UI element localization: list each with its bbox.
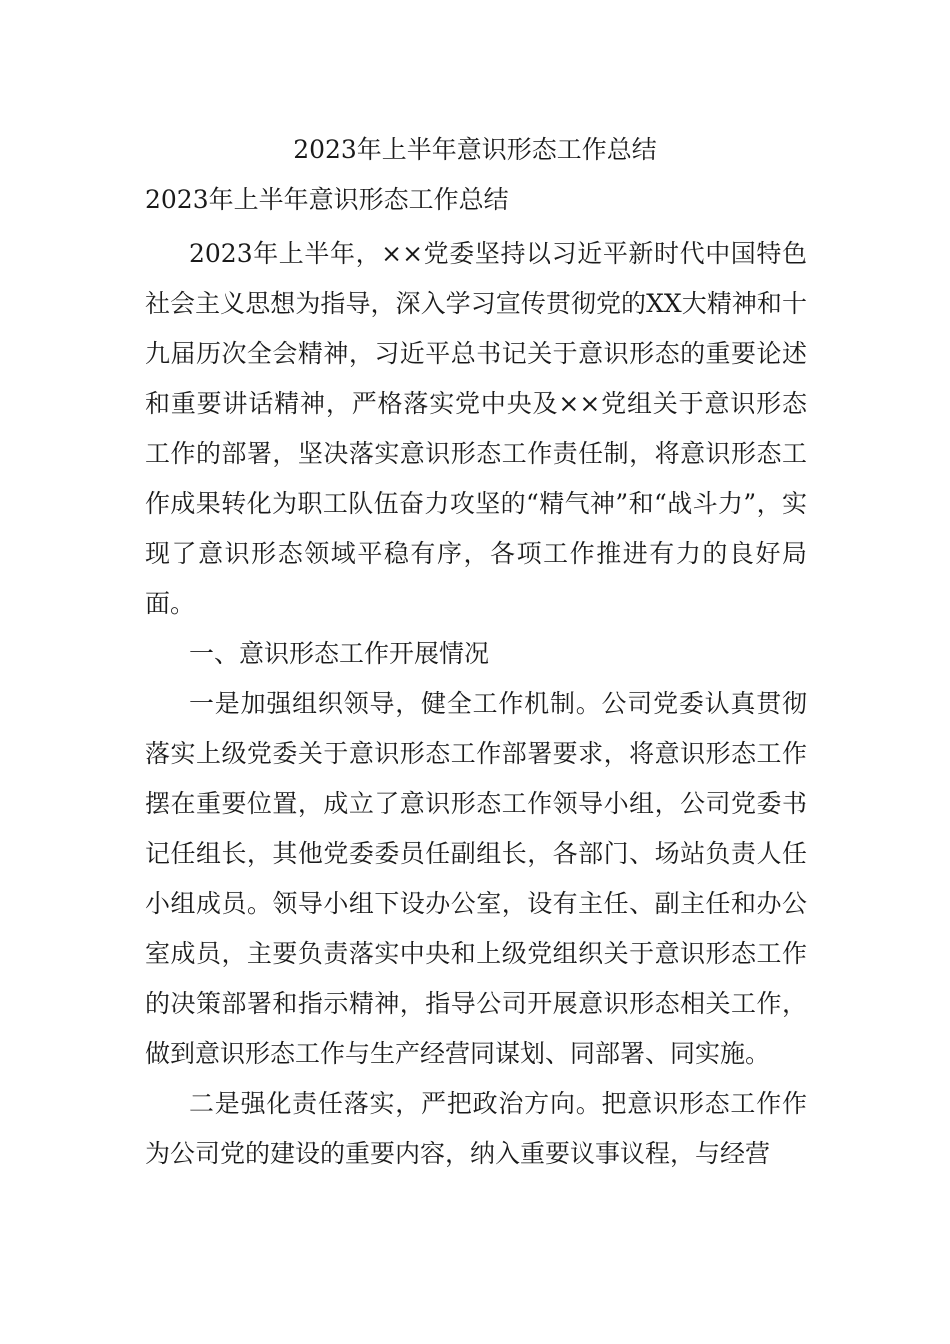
section-heading: 一、意识形态工作开展情况 bbox=[189, 639, 490, 668]
document-title: 2023年上半年意识形态工作总结 bbox=[293, 135, 657, 164]
body-paragraph: 二是强化责任落实，严把政治方向。把意识形态工作作为公司党的建设的重要内容，纳入重要议事议程，与经营 bbox=[145, 1089, 807, 1168]
body-paragraph: 一是加强组织领导，健全工作机制。公司党委认真贯彻落实上级党委关于意识形态工作部署要求，将意识形态工作摆在重要位置，成立了意识形态工作领导小组，公司党委书记任组长，其他党委委员任副组长，各部门、场站负责人任小组成员。领导小组下设办公室，设有主任、副主任和办公室成员，主要负责落实中央和上级党组织关于意识形态工作的决策部署和指示精神，指导公司开展意识形态相关工作，做到意识形态工作与生产经营同谋划、同部署、同实施。 bbox=[145, 689, 807, 1068]
document-body bbox=[145, 229, 807, 1179]
document-subtitle: 2023年上半年意识形态工作总结 bbox=[145, 185, 509, 214]
intro-paragraph: 2023年上半年，××党委坚持以习近平新时代中国特色社会主义思想为指导，深入学习宣传贯彻党的XX大精神和十九届历次全会精神，习近平总书记关于意识形态的重要论述和重要讲话精神，严格落实党中央及××党组关于意识形态工作的部署，坚决落实意识形态工作责任制，将意识形态工作成果转化为职工队伍奋力攻坚的“精气神”和“战斗力”，实现了意识形态领域平稳有序，各项工作推进有力的良好局面。 bbox=[145, 239, 807, 618]
